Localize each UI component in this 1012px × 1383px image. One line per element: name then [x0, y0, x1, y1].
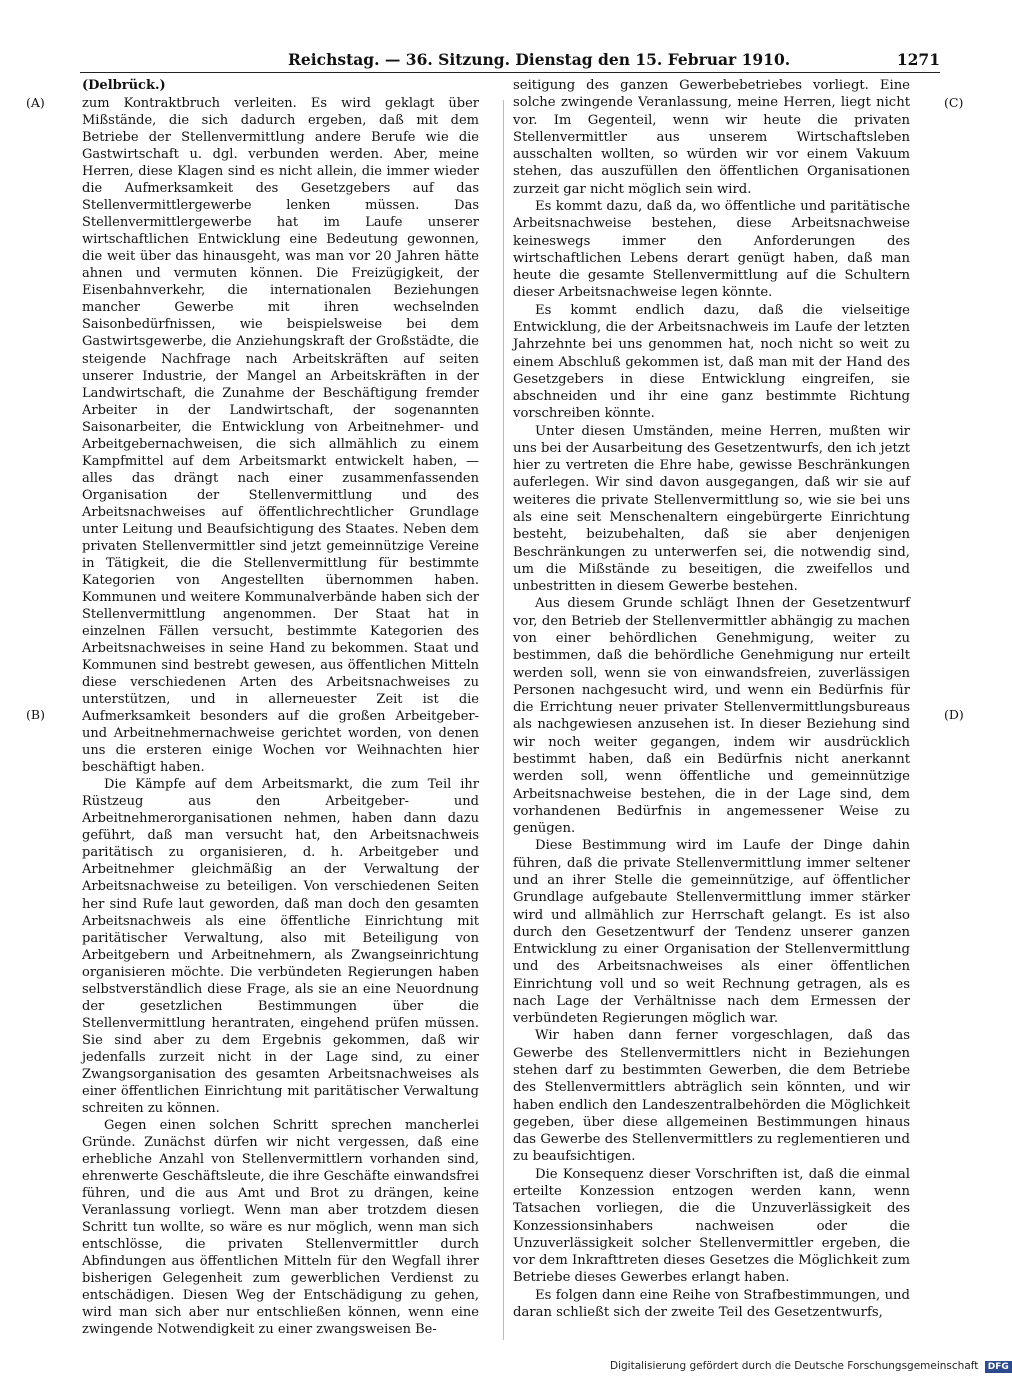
- column-divider: [503, 100, 504, 1340]
- paragraph: Die Kämpfe auf dem Arbeitsmarkt, die zum Teil ihr Rüstzeug aus den Arbeitgeber- und Arbeitnehmerorganisationen nehmen, haben dann dazu geführt, daß man versucht hat, den Arbeitsnachweis paritätisch zu organisieren, d. h. Arbeitgeber und Arbeitnehmer gleichmäßig an der Verwaltung der Arbeitsnachweise zu beteiligen. Von verschiedenen Seiten her sind Rufe laut geworden, daß man doch den gesamten Arbeitsnachweis als eine öffentliche Einrichtung mit paritätischer Verwaltung, also mit Beteiligung von Arbeitgebern und Arbeitnehmern, als Zwangseinrichtung organisieren möchte. Die verbündeten Regierungen haben selbstverständlich diese Frage, als sie an eine Neuordnung der gesetzlichen Bestimmungen über die Stellenvermittlung herantraten, eingehend prüfen müssen. Sie sind aber zu dem Ergebnis gekommen, daß wir jedenfalls zurzeit nicht in der Lage sind, zu einer Zwangsorganisation des gesamten Arbeitsnachweises als einer öffentlichen Einrichtung mit paritätischer Verwaltung schreiten zu können.: [82, 777, 479, 1116]
- paragraph: zum Kontraktbruch verleiten. Es wird geklagt über Mißstände, die sich dadurch ergeben, daß mit dem Betriebe der Stellenvermittlung andere Berufe wie die Gastwirtschaft u. dgl. verbunden werden. Aber, meine Herren, diese Klagen sind es nicht allein, die immer wieder die Aufmerksamkeit des Gesetzgebers auf das Stellenvermittlergewerbe lenken müssen. Das Stellenvermittlergewerbe hat im Laufe unserer wirtschaftlichen Entwicklung eine Bedeutung gewonnen, die weit über das hinausgeht, was man vor 20 Jahren hätte ahnen und vermuten können. Die Freizügigkeit, der Eisenbahnverkehr, die internationalen Beziehungen mancher Gewerbe mit ihren wechselnden Saisonbedürfnissen, wie beispielsweise bei dem Gastwirtsgewerbe, die Anziehungskraft der Großstädte, die steigende Nachfrage nach Arbeitskräften auf seiten unserer Industrie, der Mangel an Arbeitskräften in der Landwirtschaft, die Zunahme der Beschäftigung fremder Arbeiter in der Landwirtschaft, der sogenannten Saisonarbeiter, die Entwicklung von Arbeitnehmer- und Arbeitgebernachweisen, die sich allmählich zu einem Kampfmittel auf dem Arbeitsmarkt entwickelt haben, — alles das drängt nach einer zusammenfassenden Organisation der Stellenvermittlung und des Arbeitsnachweises auf öffentlichrechtlicher Grundlage unter Leitung und Beaufsichtigung des Staates. Neben dem privaten Stellenvermittler sind jetzt gemeinnützige Vereine in Tätigkeit, die die Stellenvermittlung für bestimmte Kategorien von Angestellten übernommen haben. Kommunen und weitere Kommunalverbände haben sich der Stellenvermittlung angenommen. Der Staat hat in einzelnen Fällen versucht, bestimmte Kategorien des Arbeitsnachweises in seine Hand zu bekommen. Staat und Kommunen sind bestrebt gewesen, aus öffentlichen Mitteln diese verschiedenen Arten des Arbeitsnachweises zu unterstützen, und in allerneuester Zeit ist die Aufmerksamkeit besonders auf die großen Arbeitgeber- und Arbeitnehmernachweise gerichtet worden, von denen uns die ersteren einige Wochen vor Weihnachten hier beschäftigt haben.: [82, 96, 479, 776]
- left-column: [82, 77, 479, 1338]
- digitization-credit: [610, 1360, 1009, 1378]
- paragraph: Diese Bestimmung wird im Laufe der Dinge dahin führen, daß die private Stellenvermittlung immer seltener und an ihrer Stelle die gemeinnützige, auf öffentlicher Grundlage aufgebaute Stellenvermittlung immer stärker wird und allmählich zur Herrschaft gelangt. Es ist also durch den Gesetzentwurf der Tendenz unserer ganzen Entwicklung zu einer Organisation der Stellenvermittlung und des Arbeitsnachweises als einer öffentlichen Einrichtung voll und so weit Rechnung getragen, als es nach Lage der Verhältnisse nach dem Ermessen der verbündeten Regierungen möglich war.: [513, 838, 910, 1027]
- credit-text: Digitalisierung gefördert durch die Deutsche Forschungsgemeinschaft: [610, 1360, 979, 1372]
- paragraph: Aus diesem Grunde schlägt Ihnen der Gesetzentwurf vor, den Betrieb der Stellenvermittler abhängig zu machen von einer behördlichen Genehmigung, weiter zu bestimmen, daß die behördliche Genehmigung nur erteilt werden soll, wenn sie von einwandsfreien, zuverlässigen Personen nachgesucht wird, und wenn ein Bedürfnis für die Errichtung neuer privater Stellenvermittlungsbureaus als nachgewiesen anzusehen ist. In dieser Beziehung sind wir noch weiter gegangen, indem wir ausdrücklich bestimmt haben, daß ein Bedürfnis nicht anerkannt werden soll, wenn öffentliche und gemeinnützige Arbeitsnachweise bestehen, die in der Lage sind, dem vorhandenen Bedürfnis in angemessener Weise zu genügen.: [513, 596, 910, 837]
- margin-marker-a: (A): [26, 95, 45, 110]
- paragraph: Unter diesen Umständen, meine Herren, mußten wir uns bei der Ausarbeitung des Gesetzentwurfs, den ich jetzt hier zu vertreten die Ehre habe, gewisse Beschränkungen auferlegen. Wir sind davon ausgegangen, daß wir sie auf weiteres die private Stellenvermittlung so, wie sie bei uns als eine seit Menschenaltern eingebürgerte Einrichtung besteht, beizubehalten, daß sie aber denjenigen Beschränkungen zu unterwerfen sei, die notwendig sind, um die Mißstände zu beseitigen, die zweifellos und unbestritten in diesem Gewerbe bestehen.: [513, 423, 910, 595]
- page-number: 1271: [896, 50, 940, 69]
- header-rule: [80, 72, 940, 73]
- dfg-logo: DFG: [985, 1361, 1012, 1373]
- margin-marker-c: (C): [944, 95, 964, 110]
- speaker-name: (Delbrück.): [82, 78, 166, 93]
- paragraph: Die Konsequenz dieser Vorschriften ist, daß die einmal erteilte Konzession entzogen werden kann, wenn Tatsachen vorliegen, die die Unzuverlässigkeit des Konzessionsinhabers nachweisen oder die Unzuverlässigkeit solcher Stellenvermittler ergeben, die vor dem Inkrafttreten dieses Gesetzes die Möglichkeit zum Betriebe dieses Gewerbes erlangt haben.: [513, 1166, 910, 1286]
- margin-marker-b: (B): [26, 707, 45, 722]
- right-column: [513, 77, 910, 1321]
- paragraph: Es kommt endlich dazu, daß die vielseitige Entwicklung, die der Arbeitsnachweis im Laufe der letzten Jahrzehnte bei uns genommen hat, noch nicht so weit zu einem Abschluß gekommen ist, daß man mit der Hand des Gesetzgebers in diese Entwicklung eingreifen, sie abschneiden und ihr eine ganz bestimmte Richtung vorschreiben könnte.: [513, 302, 910, 422]
- paragraph: Wir haben dann ferner vorgeschlagen, daß das Gewerbe des Stellenvermittlers nicht in Beziehungen stehen darf zu bestimmten Gewerben, die dem Betriebe des Stellenvermittlers abträglich sein könnten, und wir haben endlich den Landeszentralbehörden die Möglichkeit gegeben, über diese allgemeinen Bestimmungen hinaus das Gewerbe des Stellenvermittlers zu reglementieren und zu beaufsichtigen.: [513, 1028, 910, 1165]
- page-header: [80, 50, 940, 72]
- paragraph: seitigung des ganzen Gewerbebetriebes vorliegt. Eine solche zwingende Veranlassung, meine Herren, liegt nicht vor. Im Gegenteil, wenn wir heute die privaten Stellenvermittler aus unserem Wirtschaftsleben ausschalten wollten, so würden wir vor einem Vakuum stehen, das auszufüllen den öffentlichen Organisationen zurzeit gar nicht möglich sein wird.: [513, 78, 910, 197]
- paragraph: Gegen einen solchen Schritt sprechen mancherlei Gründe. Zunächst dürfen wir nicht vergessen, daß eine erhebliche Anzahl von Stellenvermittlern vorhanden sind, ehrenwerte Geschäftsleute, die ihre Geschäfte einwandsfrei führen, und die aus Amt und Brot zu drängen, keine Veranlassung vorliegt. Wenn man aber trotzdem diesen Schritt tun wollte, so wäre es nur möglich, wenn man sich entschlösse, die privaten Stellenvermittler durch Abfindungen aus öffentlichen Mitteln für den Wegfall ihrer bisherigen Gelegenheit zum gewerblichen Verdienst zu entschädigen. Diesen Weg der Entschädigung zu gehen, wird man sich aber nur entschließen können, wenn eine zwingende Notwendigkeit zu einer zwangsweisen Be-: [82, 1117, 479, 1338]
- running-title: Reichstag. — 36. Sitzung. Dienstag den 15. Februar 1910.: [288, 50, 791, 69]
- paragraph: Es folgen dann eine Reihe von Strafbestimmungen, und daran schließt sich der zweite Teil des Gesetzentwurfs,: [513, 1287, 910, 1320]
- margin-marker-d: (D): [944, 707, 964, 722]
- paragraph: Es kommt dazu, daß da, wo öffentliche und paritätische Arbeitsnachweise bestehen, diese Arbeitsnachweise keineswegs immer den Anforderungen des wirtschaftlichen Lebens derart genügt haben, daß man heute die gesamte Stellenvermittlung auf die Schultern dieser Arbeitsnachweise legen könnte.: [513, 198, 910, 301]
